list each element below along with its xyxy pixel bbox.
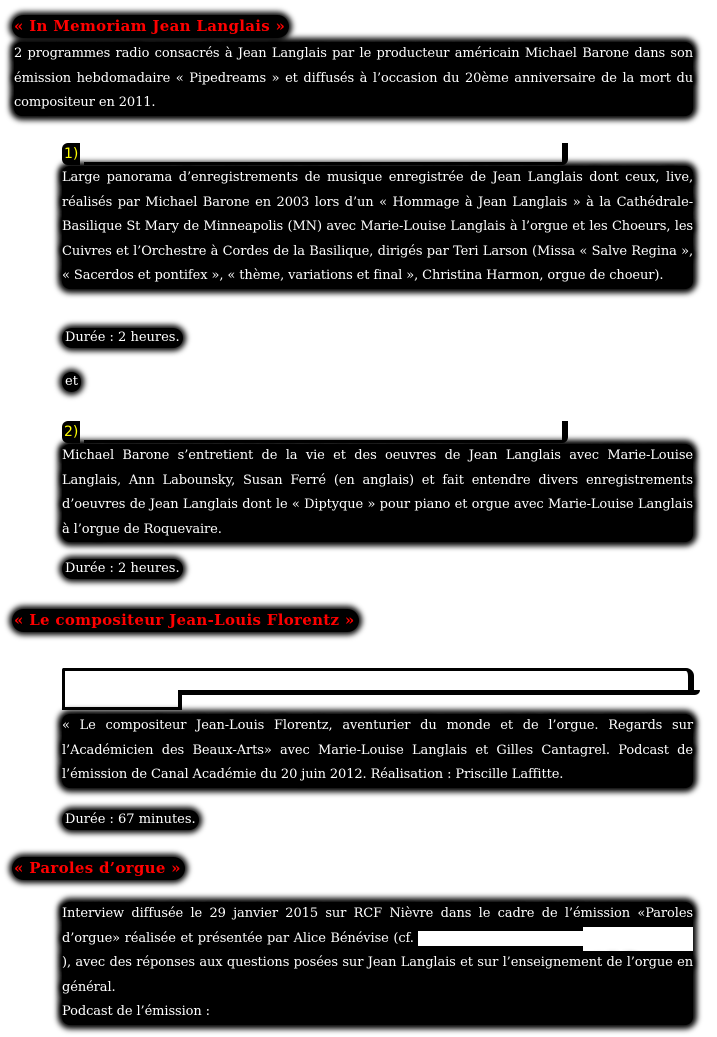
paroles-description-text-2: ), avec des réponses aux questions posées sur Jean Langlais et sur l’enseignement de l’orgue en général. — [62, 955, 693, 995]
program-2-number: 2) — [62, 421, 80, 443]
section-heading-paroles: « Paroles d’orgue » — [12, 857, 185, 880]
section-heading-florentz: « Le compositeur Jean-Louis Florentz » — [12, 609, 359, 632]
program-1-link[interactable] — [62, 143, 567, 165]
program-2-description — [62, 444, 693, 542]
program-2-hidden-link[interactable] — [84, 421, 568, 443]
program-1-duration-text: Durée : 2 heures. — [62, 328, 183, 348]
paroles-description — [62, 902, 693, 1025]
program-1-hidden-link[interactable] — [84, 143, 568, 165]
separator-et-text: et — [62, 372, 81, 392]
florentz-description-text: « Le compositeur Jean-Louis Florentz, aventurier du monde et de l’orgue. Regards sur l’Académicien des Beaux-Arts» avec Marie-Louise Langlais et Gilles Cantagrel. Podcast de l’émission de Canal Académie du 20 juin 2012. Réalisation : Priscille Laffitte. — [62, 718, 693, 782]
paroles-description-text-1: Interview diffusée le 29 janvier 2015 sur RCF Nièvre dans le cadre de l’émission «Paroles d’orgue» réalisée et présentée par Alice Bénévise (cf. — [62, 906, 693, 946]
florentz-description — [62, 714, 693, 788]
podcast-label: Podcast de l’émission : — [62, 1004, 210, 1019]
section-heading-in-memoriam: « In Memoriam Jean Langlais » — [12, 15, 289, 38]
florentz-link-line-2[interactable] — [62, 690, 182, 710]
florentz-duration — [62, 808, 199, 830]
intro-paragraph — [14, 42, 693, 116]
paroles-hidden-link[interactable] — [418, 931, 583, 946]
program-1-duration — [62, 326, 183, 348]
paroles-hidden-link-cont[interactable] — [583, 927, 693, 952]
florentz-link-line-1[interactable] — [62, 668, 694, 690]
program-1-number: 1) — [62, 143, 80, 165]
program-2-link[interactable] — [62, 421, 567, 443]
program-2-duration — [62, 557, 183, 579]
intro-text: 2 programmes radio consacrés à Jean Langlais par le producteur américain Michael Barone dans son émission hebdomadaire « Pipedreams » et diffusés à l’occasion du 20ème anniversaire de la mort du compositeur en 2011. — [14, 46, 693, 110]
program-1-description-text: Large panorama d’enregistrements de musique enregistrée de Jean Langlais dont ceux, live, réalisés par Michael Barone en 2003 lors d’un « Hommage à Jean Langlais » à la Cathédrale-Basilique St Mary de Minneapolis (MN) avec Marie-Louise Langlais à l’orgue et les Choeurs, les Cuivres et l’Orchestre à Cordes de la Basilique, dirigés par Teri Larson (Missa « Salve Regina », « Sacerdos et pontifex », « thème, variations et final », Christina Harmon, orgue de choeur). — [62, 170, 693, 283]
program-2-duration-text: Durée : 2 heures. — [62, 559, 183, 579]
florentz-link-shadow — [182, 690, 700, 695]
florentz-hidden-link[interactable] — [62, 668, 702, 712]
program-1-description — [62, 166, 693, 289]
program-2-description-text: Michael Barone s’entretient de la vie et des oeuvres de Jean Langlais avec Marie-Louise Langlais, Ann Labounsky, Susan Ferré (en anglais) et fait entendre divers enregistrements d’oeuvres de Jean Langlais dont le « Diptyque » pour piano et orgue avec Marie-Louise Langlais à l’orgue de Roquevaire. — [62, 448, 693, 537]
separator-et — [62, 370, 81, 392]
florentz-duration-text: Durée : 67 minutes. — [62, 810, 199, 830]
